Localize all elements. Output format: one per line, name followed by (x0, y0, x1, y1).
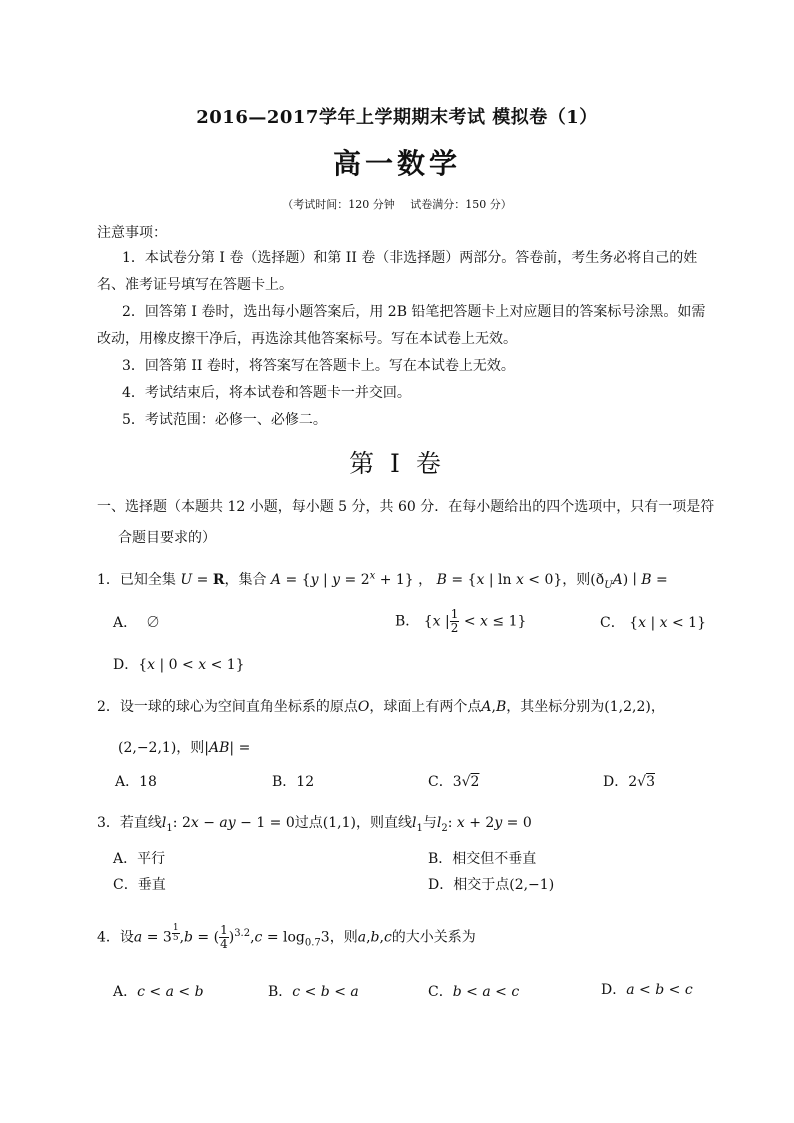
q3-option-d-label: D．相交于点 (428, 877, 510, 893)
question-2-stem: 2．设一球的球心为空间直角坐标系的原点O，球面上有两个点A,B，其坐标分别为(1,2,2)， (97, 699, 665, 715)
note-text-5: 5．考试范围：必修一、必修二。 (122, 412, 327, 428)
q1-math-a: A (270, 572, 282, 588)
q1-option-b: B． {x | $\frac{1}{2}$ < x ≤ 1} (395, 607, 527, 635)
notes-heading: 注意事项： (97, 225, 167, 241)
q3-option-a: A．平行 (113, 851, 166, 867)
question-3-stem: 3．若直线$l_1$: 2x − ay − 1 = 0过点(1,1)，则直线$l_1$与$l_2$: x + 2y = 0 (97, 815, 532, 834)
q4-stem-c: 的大小关系为 (391, 929, 476, 946)
q3-option-b: B．相交但不垂直 (428, 851, 537, 867)
note-text-2: 2．回答第 I 卷时，选出每小题答案后，用 2B 铅笔把答题卡上对应题目的答案标号涂黑。如需改动，用橡皮擦干净后，再选涂其他答案标号。写在本试卷上无效。 (97, 304, 706, 347)
q3-stem-c: ，则直线 (355, 815, 412, 831)
note-item-4 (97, 380, 707, 407)
note-text-4: 4．考试结束后，将本试卷和答题卡一并交回。 (122, 385, 411, 401)
q2-option-c: C．3√2 (428, 774, 480, 790)
note-text-3: 3．回答第 II 卷时，将答案写在答题卡上。写在本试卷上无效。 (122, 358, 515, 374)
q3-option-d: D．相交于点(2,−1) (428, 877, 555, 893)
q4-option-a: A．c < a < b (113, 984, 204, 1000)
q3-stem-d: 与 (422, 815, 437, 831)
q1-option-d-label: D． (113, 657, 139, 673)
q1-option-b-label: B． (395, 613, 420, 630)
note-item-5 (97, 407, 707, 434)
exam-meta (0, 196, 794, 212)
q4-option-b-label: B． (268, 984, 293, 1000)
q1-option-a-label: A． (113, 615, 138, 631)
q4-option-a-label: A． (113, 984, 138, 1000)
q2-stem-b: ，球面上有两个点 (369, 699, 482, 715)
note-item-3 (97, 353, 707, 380)
q1-option-a: A． ∅ (113, 615, 161, 631)
q1-stem-a: 1．已知全集 (97, 572, 176, 588)
q4-option-c: C．b < a < c (428, 984, 520, 1000)
note-item-1 (97, 245, 707, 299)
subject-title: 高一数学 (332, 147, 461, 180)
exam-score: 试卷满分：150 分） (410, 198, 512, 211)
q2-stem-a: 2．设一球的球心为空间直角坐标系的原点 (97, 699, 358, 715)
q1-option-d: D．{x | 0 < x < 1} (113, 657, 245, 673)
q2-option-d: D．2√3 (603, 774, 655, 790)
section-heading-line1: 一、选择题（本题共 12 小题，每小题 5 分，共 60 分．在每小题给出的四个选项中，只有一项是符 (97, 499, 715, 515)
q1-stem-b: ，集合 (224, 572, 267, 588)
exam-time: （考试时间：120 分钟 (282, 198, 395, 211)
q2-option-a: A．18 (115, 774, 157, 790)
q2-stem-c: ，其坐标分别为 (506, 699, 605, 715)
note-text-1: 1．本试卷分第 I 卷（选择题）和第 II 卷（非选择题）两部分。答卷前，考生务必将自己的姓名、准考证号填写在答题卡上。 (97, 250, 698, 293)
q3-stem-a: 3．若直线 (97, 815, 162, 831)
volume-title: 第 I 卷 (349, 449, 445, 478)
q3-option-c: C．垂直 (113, 877, 166, 893)
note-item-2 (97, 299, 707, 353)
q2-option-b: B．12 (272, 774, 315, 790)
question-1-stem: 1．已知全集 U = R，集合 A = {y | $y = 2^x + 1$} ， B = {x | ln x < 0}，则$(ð_UA)$ ∣ B = (97, 570, 668, 591)
q4-option-b: B．c < b < a (268, 984, 359, 1000)
q4-option-d-label: D． (601, 982, 627, 998)
q4-option-c-label: C． (428, 984, 453, 1000)
q3-stem-b: 过点 (294, 815, 323, 831)
q1-math-u: U (180, 572, 193, 588)
q2-option-c-label: C． (428, 774, 453, 790)
q4-stem-b: ，则 (329, 929, 358, 946)
question-2-stem-line2: (2,−2,1)，则|AB| = (118, 740, 251, 756)
q4-option-d: D．a < b < c (601, 982, 693, 998)
q1-stem-c: ，则 (562, 572, 591, 588)
section-heading-line2: 合题目要求的） (118, 530, 216, 546)
exam-title: 2016—2017学年上学期期末考试 模拟卷（1） (196, 107, 598, 128)
q1-option-c-label: C． (600, 615, 625, 631)
question-4-stem: 4．设a = 3 $^{\frac{1}{5}}$ ,b = ( $\frac{1}{4}$ )$^{3.2},c = \log_{0.7}3$，则a,b,c的大小关系为 (97, 923, 476, 952)
q2-stem-d: ，则 (176, 740, 205, 756)
q1-option-c: C． {x | x < 1} (600, 615, 706, 631)
q4-stem-a: 4．设 (97, 929, 134, 946)
q2-option-d-label: D． (603, 774, 629, 790)
